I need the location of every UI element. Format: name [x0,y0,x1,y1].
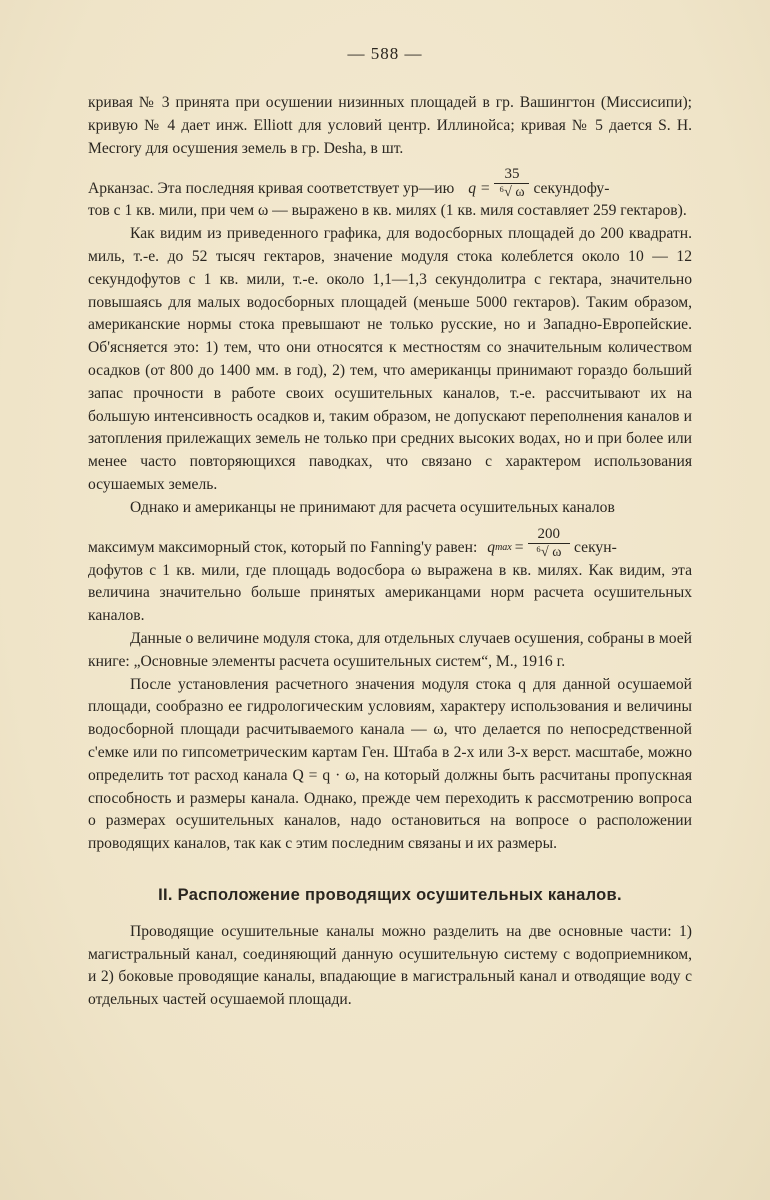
formula-lhs: q [487,538,496,556]
text-line: максимум максиморный сток, который по Fanning'y равен: [88,538,478,556]
formula-lhs: q = [468,179,491,197]
text-line: 259 гектаров). [592,202,687,220]
paragraph-channels: Проводящие осушительные каналы можно разделить на две основные части: 1) магистральный канал, соединяющий данную осушительную систему с водоприемником, и 2) боковые проводящие каналы, впадающие в магистральный канал и отводящие воду с отдельных частей осушаемой площади. [88,922,692,1009]
formula-line-1 [88,160,692,200]
paragraph-fanning: Однако и американцы не принимают для расчета осушительных каналов [130,498,615,516]
formula-line-2 [88,520,692,560]
formula-numerator: 35 [494,167,529,184]
section-heading: II. Расположение проводящих осушительных каналов. [158,885,622,904]
paragraph-fanning-end: дофутов с 1 кв. мили, где площадь водосбора ω выражена в кв. милях. Как видим, эта величина значительно больше принятых американцами норм расчета осушительных каналов. [88,561,692,625]
formula-subscript: max [495,541,512,553]
text-line: (Миссисипи); кривую № 4 дает инж. Elliott для условий центр. Иллинойса; [88,94,692,134]
paragraph-curves [88,92,692,160]
page-number: — 588 — [347,44,423,63]
formula-denominator: ⁶√ ω [499,185,525,201]
text-line: кривая № 3 принята при осушении низинных площадей в гр. Вашингтон [88,94,595,111]
text-line: тов с 1 кв. мили, при чем ω — выражено в кв. милях (1 кв. миля составляет [88,202,590,220]
formula-denominator: ⁶√ ω [536,544,562,560]
text-line: секун- [574,538,617,556]
paragraph-discharge: После установления расчетного значения модуля стока q для данной осушаемой площади, сообразно ее гидрологическим условиям, характеру использования и величины водосборной площади расчитываемого канала — ω, что делается по непосредственной с'емке или по гипсометрическим картам Ген. Штаба в 2-х или 3-х верст. масштабе, можно определить тот расход канала Q = q · ω, на который должны быть расчитаны пропускная способность и размеры канала. Однако, прежде чем переходить к рассмотрению вопроса о размерах осушительных каналов, надо остановиться на вопросе о расположении проводящих каналов, так как с этим последним связаны и их размеры. [88,675,692,853]
paragraph-book-reference: Данные о величине модуля стока, для отдельных случаев осушения, собраны в моей книге: „Основные элементы расчета осушительных систем“, М., 1916 г. [88,629,692,670]
text-line: кривая № 5 дается S. H. Mecrory для осушения земель в гр. Desha, в шт. [88,116,692,157]
formula-equals: = [514,538,524,556]
text-line: Арканзас. Эта последняя кривая соответствует ур—ию [88,179,455,197]
paragraph-curves-end [88,200,692,223]
formula-fraction [494,167,529,200]
formula-numerator: 200 [528,527,571,544]
paragraph-comparison: Как видим из приведенного графика, для водосборных площадей до 200 квадратн. миль, т.-е. до 52 тысяч гектаров, значение модуля стока колеблется около 10 — 12 секундофутов с 1 кв. мили, т.-е. около 1,1—1,3 секундолитра с гектара, значительно повышаясь для малых водосборных площадей (меньше 5000 гектаров). Таким образом, американские нормы стока превышают не только русские, но и Западно-Европейские. Об'ясняется это: 1) тем, что они относятся к местностям со значительным количеством осадков (от 800 до 1400 мм. в год), 2) тем, что американцы принимают гораздо больший запас прочности в работе своих осушительных каналов, т.-е. рассчитывают их на большую интенсивность осадков и, таким образом, не допускают переполнения каналов и затопления прилежащих земель не только при средних высоких водах, но и при более или менее часто повторяющихся паводках, что связано с характером использования осушаемых земель. [88,225,692,493]
page-body [88,92,692,1012]
text-line: секундофу- [533,179,610,197]
formula-fraction [528,527,571,560]
